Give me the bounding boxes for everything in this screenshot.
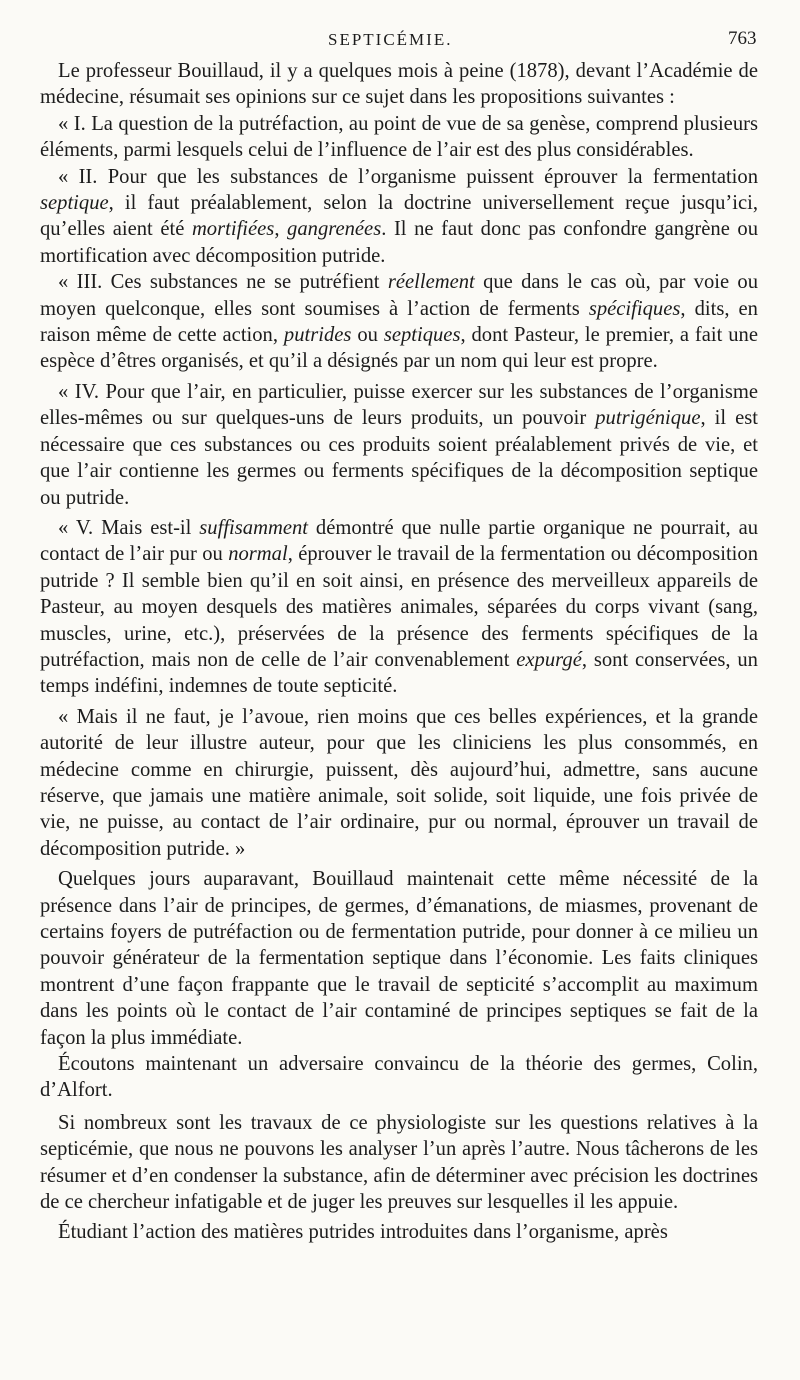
paragraph-colin-works: Si nombreux sont les travaux de ce physiologiste sur les questions relatives à la septicémie, que nous ne pouvons les analyser l’un après l’autre. Nous tâcherons de les résumer et d’en condenser la substance, afin de déterminer avec précision les doctrines de ce chercheur infatigable et de juger les preuves sur lesquelles il les appuie. bbox=[40, 1111, 758, 1214]
paragraph-bouillaud-necessity: Quelques jours auparavant, Bouillaud maintenait cette même nécessité de la présence dans l’air de principes, de germes, d’émanations, de miasmes, provenant de certains foyers de putréfaction ou de fermentation putride, pour donner à ce milieu un pouvoir générateur de la fermentation septique dans l’économie. Les faits cliniques montrent d’une façon frappante que le travail de septicité s’accomplit au maximum dans les points où le contact de l’air contaminé de principes septiques se fait de la façon la plus immédiate. bbox=[40, 868, 758, 1049]
page-number: 763 bbox=[728, 28, 757, 49]
paragraph-proposition-1: « I. La question de la putréfaction, au point de vue de sa genèse, comprend plusieurs éléments, parmi lesquels celui de l’influence de l’air est des plus considérables. bbox=[40, 112, 758, 162]
paragraph-quote-conclusion: « Mais il ne faut, je l’avoue, rien moins que ces belles expériences, et la grande autorité de leur illustre auteur, pour que les cliniciens les plus consommés, en médecine comme en chirurgie, puissent, dès aujourd’hui, admettre, sans aucune réserve, que jamais une matière animale, soit solide, soit liquide, une fois privée de vie, ne puisse, au contact de l’air ordinaire, pur ou normal, éprouver un travail de décomposition putride. » bbox=[40, 705, 758, 860]
paragraph-proposition-4: « IV. Pour que l’air, en particulier, puisse exercer sur les substances de l’organisme elles-mêmes ou sur quelques-uns de leurs produits, un pouvoir putrigénique, il est nécessaire que ces substances ou ces produits soient préalablement privés de vie, et que l’air contienne les germes ou ferments spécifiques de la décomposition septique ou putride. bbox=[40, 380, 758, 509]
paragraph-putrid-matters: Étudiant l’action des matières putrides introduites dans l’organisme, après bbox=[58, 1221, 668, 1244]
paragraph-proposition-2: « II. Pour que les substances de l’organisme puissent éprouver la fermentation septique, il faut préalablement, selon la doctrine universellement reçue jusqu’ici, qu’elles aient été mortifiées, gangrenées. Il ne faut donc pas confondre gangrène ou mortification avec décomposition putride. bbox=[40, 165, 758, 267]
paragraph-colin-intro: Écoutons maintenant un adversaire convaincu de la théorie des germes, Colin, d’Alfort. bbox=[40, 1053, 758, 1102]
page-header bbox=[0, 28, 800, 54]
body-text bbox=[40, 58, 758, 1246]
paragraph-intro: Le professeur Bouillaud, il y a quelques mois à peine (1878), devant l’Académie de médecine, résumait ses opinions sur ce sujet dans les propositions suivantes : bbox=[40, 60, 758, 109]
paragraph-proposition-5: « V. Mais est-il suffisamment démontré que nulle partie organique ne pourrait, au contact de l’air pur ou normal, éprouver le travail de la fermentation ou décomposition putride ? Il semble bien qu’il en soit ainsi, en présence des merveilleux appareils de Pasteur, au moyen desquels des matières animales, séparées du corps vivant (sang, muscles, urine, etc.), préservées de la présence des ferments spécifiques de la putréfaction, mais non de celle de l’air convenablement expurgé, sont conservées, un temps indéfini, indemnes de toute septicité. bbox=[40, 516, 759, 698]
running-head: SEPTICÉMIE. bbox=[328, 30, 453, 49]
paragraph-proposition-3: « III. Ces substances ne se putréfient réellement que dans le cas où, par voie ou moyen quelconque, elles sont soumises à l’action de ferments spécifiques, dits, en raison même de cette action, putrides ou septiques, dont Pasteur, le premier, a fait une espèce d’êtres organisés, et qu’il a désignés par un nom qui leur est propre. bbox=[40, 271, 759, 373]
